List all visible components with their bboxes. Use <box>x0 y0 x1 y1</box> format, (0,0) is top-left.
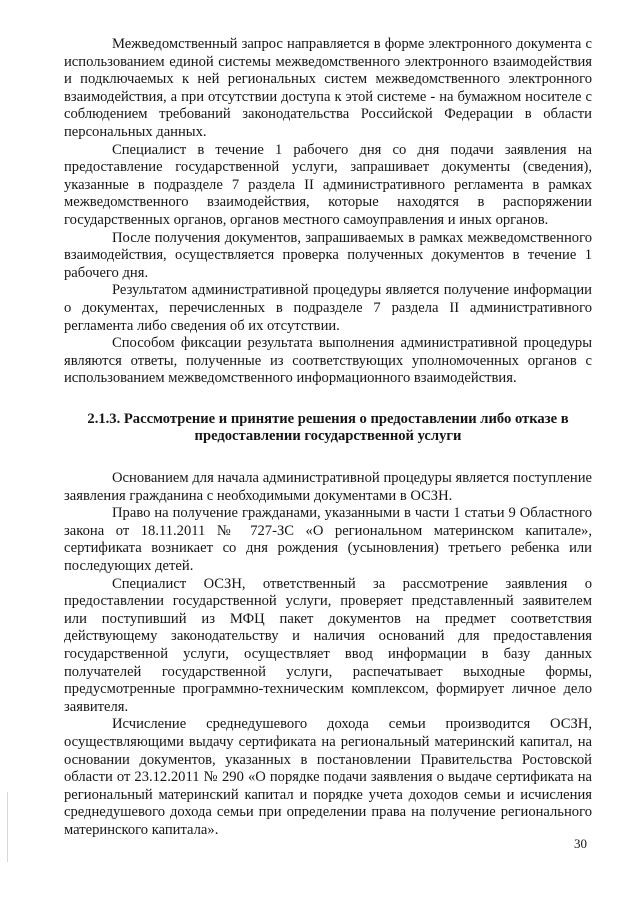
paragraph-result-fixation: Способом фиксации результата выполнения административной процедуры являются ответы, полученные из соответствующих уполномоченных органов с использованием межведомственного информационного взаимодействия. <box>64 335 592 387</box>
section-heading <box>64 411 592 446</box>
paragraph-oszn-specialist: Специалист ОСЗН, ответственный за рассмотрение заявления о предоставлении государственной услуги, проверяет представленный заявителем или поступивший из МФЦ пакет документов на предмет соответствия действующему законодательству и наличия оснований для предоставления государственной услуги, осуществляет ввод информации в базу данных получателей государственной услуги, распечатывает выходные формы, предусмотренные программно-техническим комплексом, формирует личное дело заявителя. <box>64 575 592 715</box>
paragraph-procedure-result: Результатом административной процедуры является получение информации о документах, перечисленных в подразделе 7 раздела II административного регламента либо сведения об их отсутствии. <box>64 282 592 334</box>
document-page <box>64 36 592 840</box>
paragraph-income-calculation: Исчисление среднедушевого дохода семьи производится ОСЗН, осуществляющими выдачу сертификата на региональный материнский капитал, на основании документов, указанных в постановлении Правительства Ростовской области от 23.12.2011 № 290 «О порядке подачи заявления о выдаче сертификата на региональный материнский капитал и порядке учета доходов семьи и исчисления среднедушевого дохода семьи при определении права на получение регионального материнского капитала». <box>64 716 592 838</box>
scan-margin-line <box>7 792 8 862</box>
section-heading-line-2: предоставлении государственной услуги <box>194 428 462 445</box>
page-number: 30 <box>574 836 587 851</box>
paragraph-right-to-certificate: Право на получение гражданами, указанными в части 1 статьи 9 Областного закона от 18.11.2011 № 727-ЗС «О региональном материнском капитале», сертификата возникает со дня рождения (усыновления) третьего ребенка или последующих детей. <box>64 505 592 575</box>
paragraph-specialist-request: Специалист в течение 1 рабочего дня со дня подачи заявления на предоставление государственной услуги, запрашивает документы (сведения), указанные в подразделе 7 раздела II административного регламента в рамках межведомственного взаимодействия, которые находятся в распоряжении государственных органов, органов местного самоуправления и иных органов. <box>64 141 592 228</box>
paragraph-interagency-request-form: Межведомственный запрос направляется в форме электронного документа с использованием единой системы межведомственного электронного взаимодействия и подключаемых к ней региональных систем межведомственного электронного взаимодействия, а при отсутствии доступа к этой системе - на бумажном носителе с соблюдением требований законодательства Российской Федерации в области персональных данных. <box>64 36 592 140</box>
paragraph-procedure-basis: Основанием для начала административной процедуры является поступление заявления гражданина с необходимыми документами в ОСЗН. <box>64 470 592 504</box>
paragraph-documents-check: После получения документов, запрашиваемых в рамках межведомственного взаимодействия, осуществляется проверка полученных документов в течение 1 рабочего дня. <box>64 229 592 281</box>
section-heading-line-1: 2.1.3. Рассмотрение и принятие решения о предоставлении либо отказе в <box>87 410 569 427</box>
